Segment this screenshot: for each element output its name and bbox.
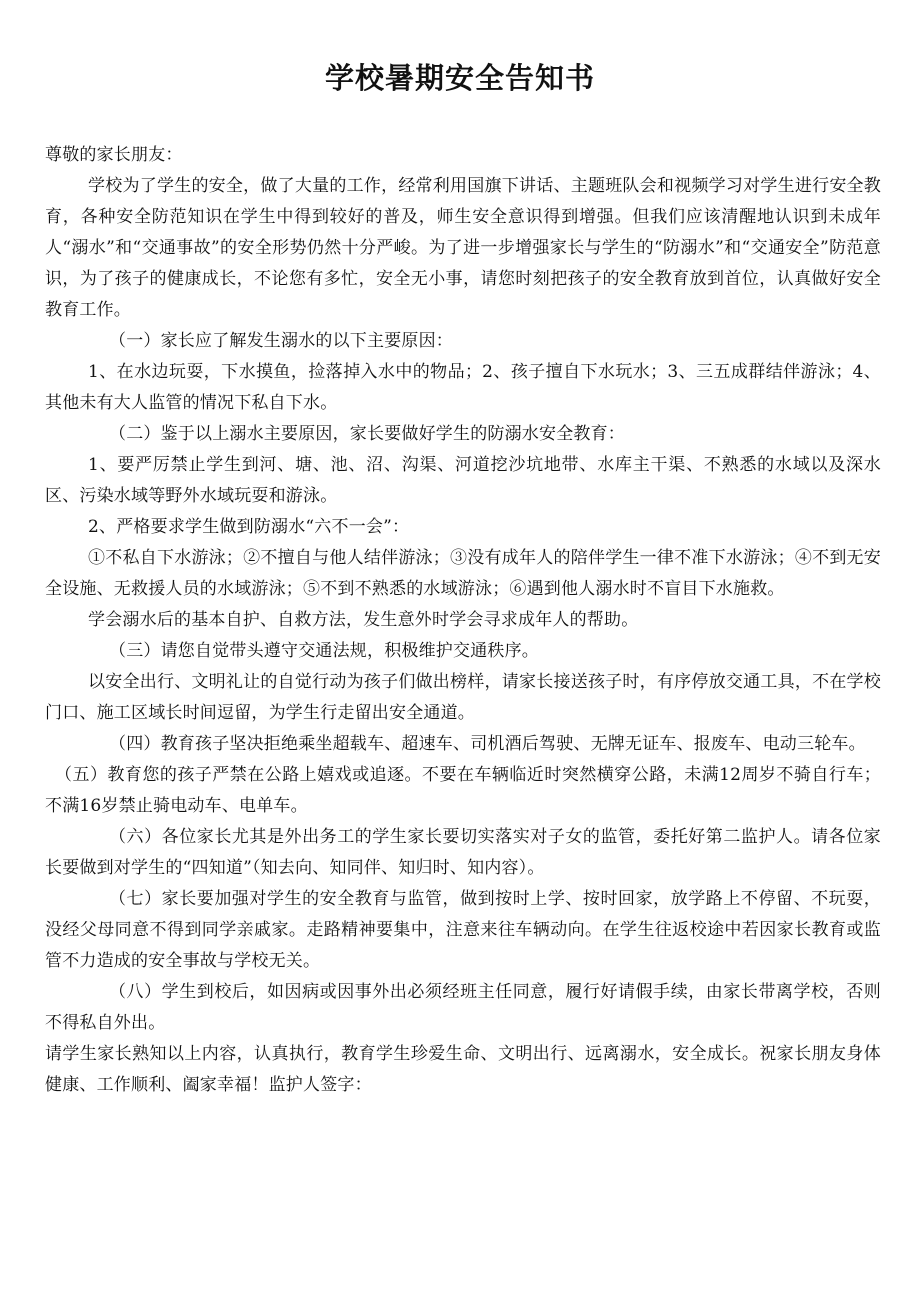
paragraph-six-rules: ①不私自下水游泳；②不擅自与他人结伴游泳；③没有成年人的陪伴学生一律不准下水游泳；④不到无安全设施、无救援人员的水域游泳；⑤不到不熟悉的水域游泳；⑥遇到他人溺水时不盲目下水施救。 bbox=[45, 548, 881, 599]
paragraph-forbidden-waters: 1、要严厉禁止学生到河、塘、池、沼、沟渠、河道挖沙坑地带、水库主干渠、不熟悉的水域以及深水区、污染水域等野外水域玩耍和游泳。 bbox=[45, 455, 881, 506]
paragraph-drowning-causes: 1、在水边玩耍，下水摸鱼，捡落掉入水中的物品；2、孩子擅自下水玩水；3、三五成群结伴游泳；4、其他未有大人监管的情况下私自下水。 bbox=[45, 362, 881, 413]
letter-body bbox=[45, 140, 881, 1101]
paragraph-traffic-example: 以安全出行、文明礼让的自觉行动为孩子们做出榜样，请家长接送孩子时，有序停放交通工具，不在学校门口、施工区域长时间逗留，为学生行走留出安全通道。 bbox=[45, 672, 881, 723]
closing-paragraph: 请学生家长熟知以上内容，认真执行，教育学生珍爱生命、文明出行、远离溺水，安全成长。祝家长朋友身体健康、工作顺利、阖家幸福！监护人签字： bbox=[45, 1044, 881, 1095]
section-heading-3: （三）请您自觉带头遵守交通法规，积极维护交通秩序。 bbox=[109, 641, 539, 661]
section-heading-5: （五）教育您的孩子严禁在公路上嬉戏或追逐。不要在车辆临近时突然横穿公路，未满12周岁不骑自行车；不满16岁禁止骑电动车、电单车。 bbox=[45, 765, 881, 816]
paragraph-self-rescue: 学会溺水后的基本自护、自救方法，发生意外时学会寻求成年人的帮助。 bbox=[88, 610, 639, 630]
section-heading-1: （一）家长应了解发生溺水的以下主要原因： bbox=[109, 331, 453, 351]
section-heading-2: （二）鉴于以上溺水主要原因，家长要做好学生的防溺水安全教育： bbox=[109, 424, 625, 444]
section-heading-4: （四）教育孩子坚决拒绝乘坐超载车、超速车、司机酒后驾驶、无牌无证车、报废车、电动三轮车。 bbox=[109, 734, 866, 754]
paragraph-intro: 学校为了学生的安全，做了大量的工作，经常利用国旗下讲话、主题班队会和视频学习对学生进行安全教育，各种安全防范知识在学生中得到较好的普及，师生安全意识得到增强。但我们应该清醒地认识到未成年人“溺水”和“交通事故”的安全形势仍然十分严峻。为了进一步增强家长与学生的“防溺水”和“交通安全”防范意识，为了孩子的健康成长，不论您有多忙，安全无小事，请您时刻把孩子的安全教育放到首位，认真做好安全教育工作。 bbox=[45, 176, 881, 320]
page-title: 学校暑期安全告知书 bbox=[324, 61, 595, 95]
salutation: 尊敬的家长朋友： bbox=[45, 145, 183, 165]
section-heading-8: （八）学生到校后，如因病或因事外出必须经班主任同意，履行好请假手续，由家长带离学校，否则不得私自外出。 bbox=[45, 982, 881, 1033]
section-heading-7: （七）家长要加强对学生的安全教育与监管，做到按时上学、按时回家，放学路上不停留、不玩耍，没经父母同意不得到同学亲戚家。走路精神要集中，注意来往车辆动向。在学生往返校途中若因家长教育或监管不力造成的安全事故与学校无关。 bbox=[45, 889, 881, 971]
paragraph-six-rules-heading: 2、严格要求学生做到防溺水“六不一会”： bbox=[88, 517, 410, 537]
section-heading-6: （六）各位家长尤其是外出务工的学生家长要切实落实对子女的监管，委托好第二监护人。请各位家长要做到对学生的“四知道”（知去向、知同伴、知归时、知内容）。 bbox=[45, 827, 881, 878]
